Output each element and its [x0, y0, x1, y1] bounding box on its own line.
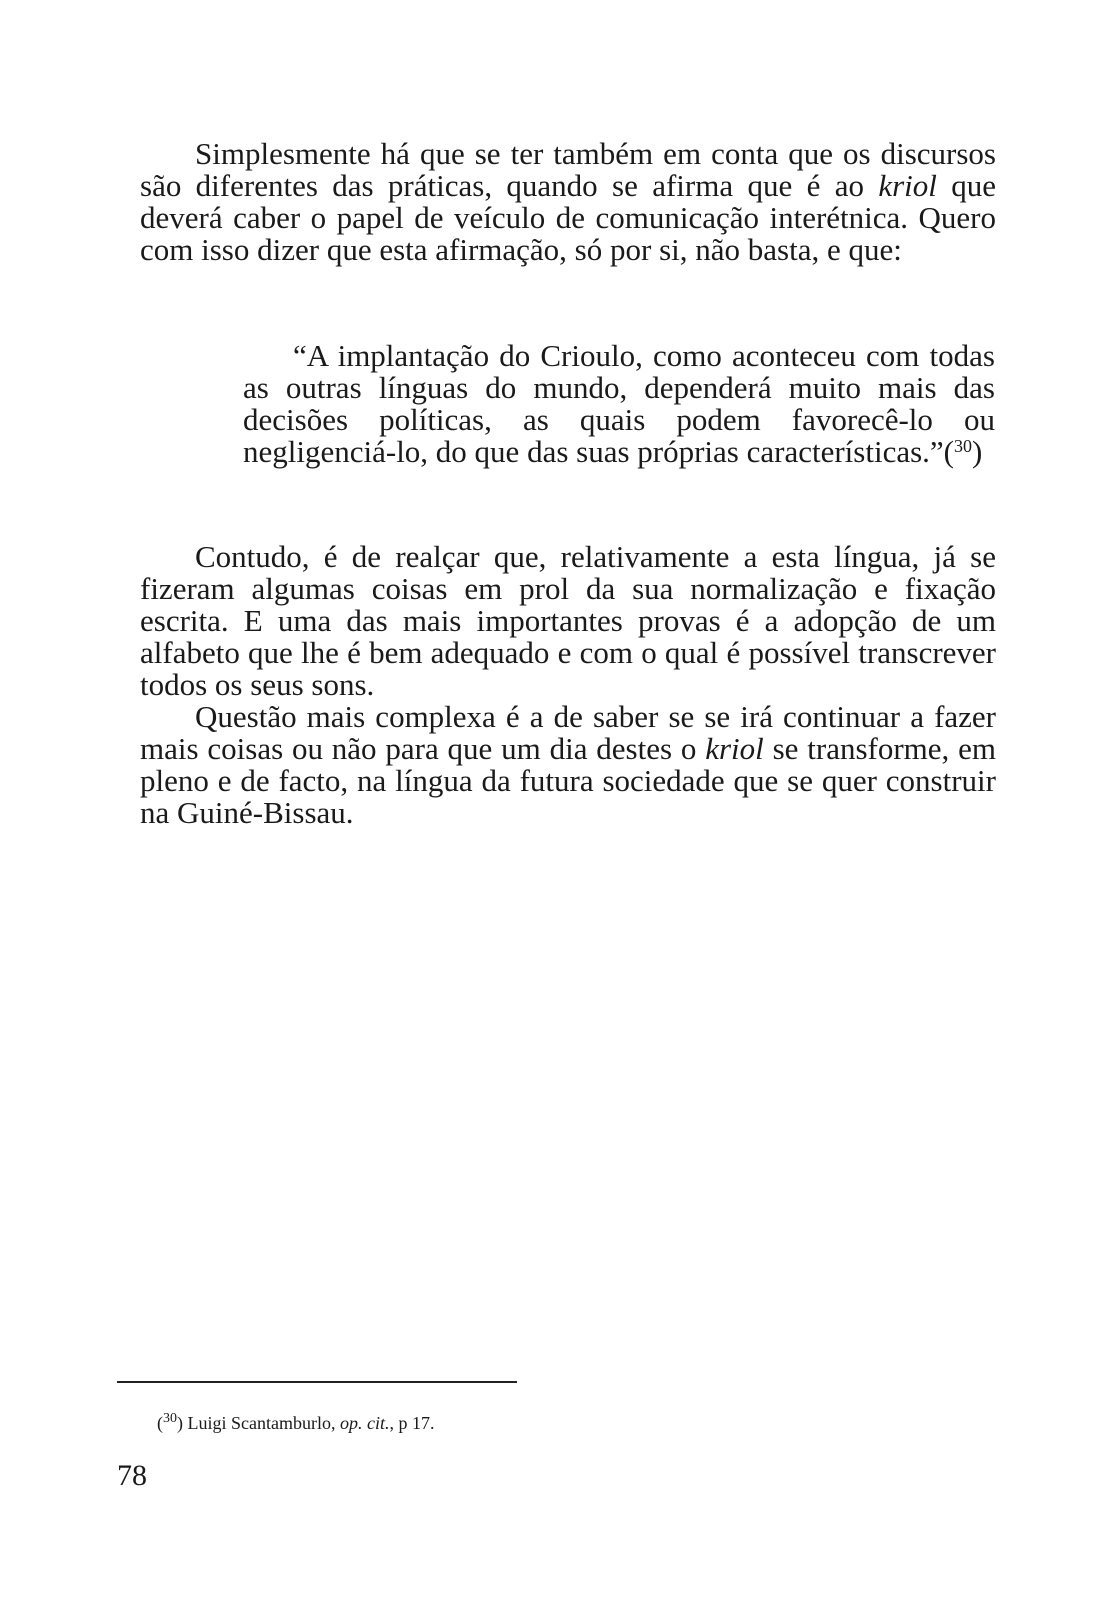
paragraph-3-text-after: se transforme, em pleno e de facto, na língua da futura sociedade que se quer construir na Guiné-Bissau.: [140, 731, 996, 830]
footnote-italic: op. cit.: [339, 1413, 390, 1433]
page-number: 78: [117, 1459, 147, 1492]
paragraph-1-text: Simplesmente há que se ter também em conta que os discursos são diferentes das práticas, quando se afirma que é ao: [140, 136, 996, 203]
paragraph-1-italic-term: kriol: [878, 168, 937, 203]
footnote-number: 30: [163, 1411, 177, 1426]
footnote-close: ): [177, 1413, 183, 1433]
paragraph-2: [140, 541, 996, 701]
footnote-open: (: [157, 1413, 163, 1433]
quote-text: “A implantação do Crioulo, como aconteceu com todas as outras línguas do mundo, dependerá muito mais das decisões políticas, as quais podem favorecê-lo ou negligenciá-lo, do que das suas próprias características.”(: [243, 338, 995, 469]
quote-close: ): [972, 434, 983, 469]
footnote-tail: , p 17.: [389, 1413, 435, 1433]
paragraph-3-italic-term: kriol: [705, 731, 764, 766]
footnote: [157, 1412, 434, 1434]
block-quote: [243, 340, 995, 468]
paragraph-3-text: Questão mais complexa é a de saber se se irá continuar a fazer mais coisas ou não para que um dia destes o: [140, 699, 996, 766]
quote-footnote-ref[interactable]: 30: [954, 436, 972, 456]
paragraph-2-text: Contudo, é de realçar que, relativamente a esta língua, já se fizeram algumas coisas em prol da sua normalização e fixação escrita. E uma das mais importantes provas é a adopção de um alfabeto que lhe é bem adequado e com o qual é possível transcrever todos os seus sons.: [140, 539, 996, 702]
footnote-author: Luigi Scantamburlo,: [183, 1413, 340, 1433]
paragraph-1-text-after: que deverá caber o papel de veículo de comunicação interétnica. Quero com isso dizer que esta afirmação, só por si, não basta, e que:: [140, 168, 996, 267]
paragraph-3: [140, 701, 996, 829]
footnote-divider: [117, 1381, 517, 1383]
paragraph-1: [140, 138, 996, 266]
